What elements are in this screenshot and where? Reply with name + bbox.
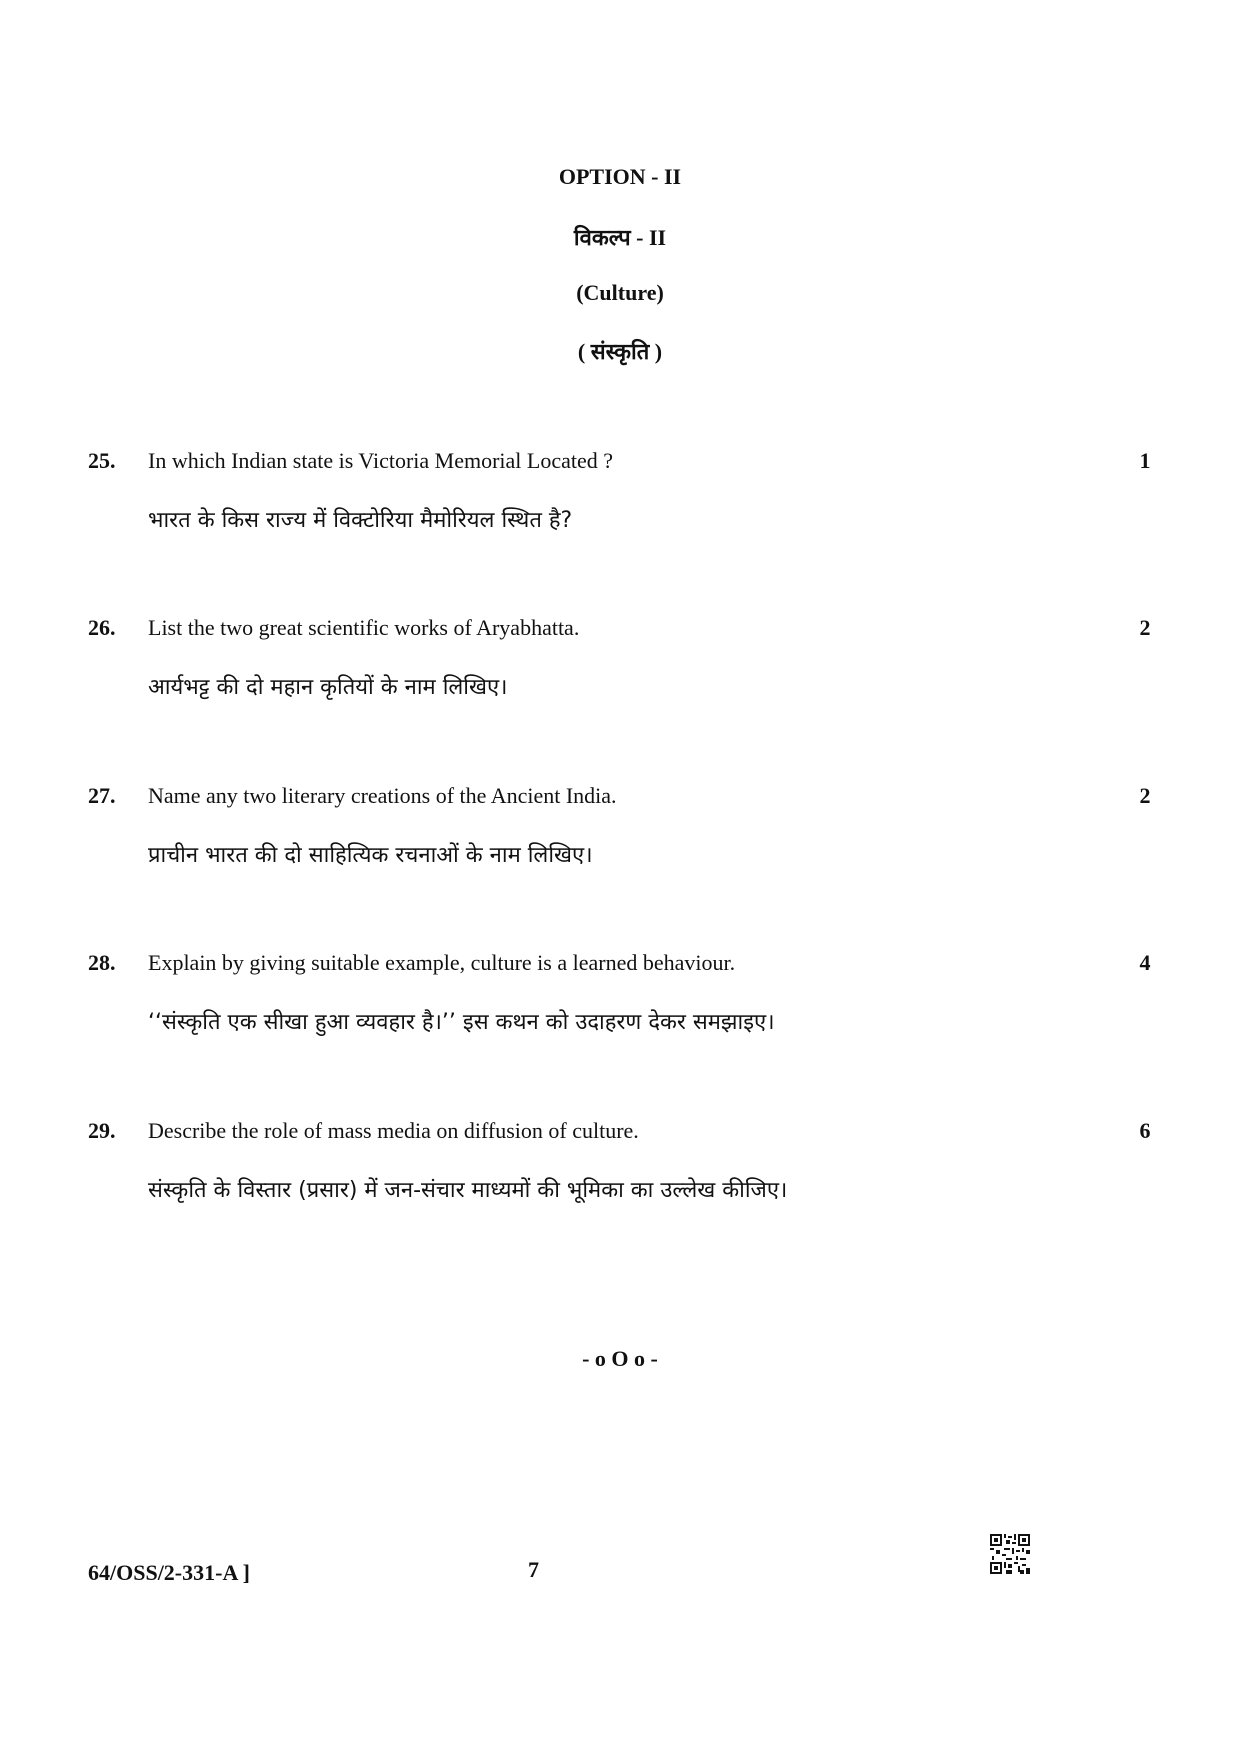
option-heading-hindi: विकल्प - II — [573, 225, 667, 250]
question-text-english: Name any two literary creations of the Ancient India. — [148, 783, 617, 808]
question-text-hindi: आर्यभट्ट की दो महान कृतियों के नाम लिखिए। — [148, 675, 508, 700]
question-number: 28. — [88, 950, 116, 975]
question-text-hindi: ‘‘संस्कृति एक सीखा हुआ व्यवहार है।’’ इस कथन को उदाहरण देकर समझाइए। — [148, 1010, 775, 1035]
question-28 — [0, 950, 1240, 1060]
question-text-hindi: संस्कृति के विस्तार (प्रसार) में जन-संचार माध्यमों की भूमिका का उल्लेख कीजिए। — [148, 1178, 788, 1203]
paper-code: 64/OSS/2-331-A ] — [88, 1560, 250, 1585]
question-marks: 1 — [1139, 448, 1151, 473]
question-number: 25. — [88, 448, 116, 473]
subject-heading-english: (Culture) — [576, 280, 664, 305]
question-number: 29. — [88, 1118, 116, 1143]
qr-code-icon — [990, 1534, 1030, 1574]
question-29 — [0, 1118, 1240, 1228]
question-marks: 2 — [1139, 615, 1151, 640]
question-text-english: In which Indian state is Victoria Memorial Located ? — [148, 448, 614, 473]
end-of-paper-mark: - o O o - — [582, 1346, 658, 1371]
question-marks: 6 — [1139, 1118, 1151, 1143]
question-marks: 4 — [1139, 950, 1151, 975]
question-text-english: Explain by giving suitable example, culture is a learned behaviour. — [148, 950, 736, 975]
subject-heading-hindi: ( संस्कृति ) — [577, 339, 663, 364]
question-26 — [0, 615, 1240, 725]
page-number: 7 — [528, 1557, 539, 1582]
question-text-english: Describe the role of mass media on diffusion of culture. — [148, 1118, 639, 1143]
question-number: 26. — [88, 615, 116, 640]
question-text-english: List the two great scientific works of Aryabhatta. — [148, 615, 580, 640]
option-heading-english: OPTION - II — [558, 164, 682, 189]
question-marks: 2 — [1139, 783, 1151, 808]
question-27 — [0, 783, 1240, 893]
question-25 — [0, 448, 1240, 558]
question-text-hindi: भारत के किस राज्य में विक्टोरिया मैमोरियल स्थित है? — [148, 508, 573, 533]
question-text-hindi: प्राचीन भारत की दो साहित्यिक रचनाओं के नाम लिखिए। — [148, 843, 593, 868]
question-number: 27. — [88, 783, 116, 808]
